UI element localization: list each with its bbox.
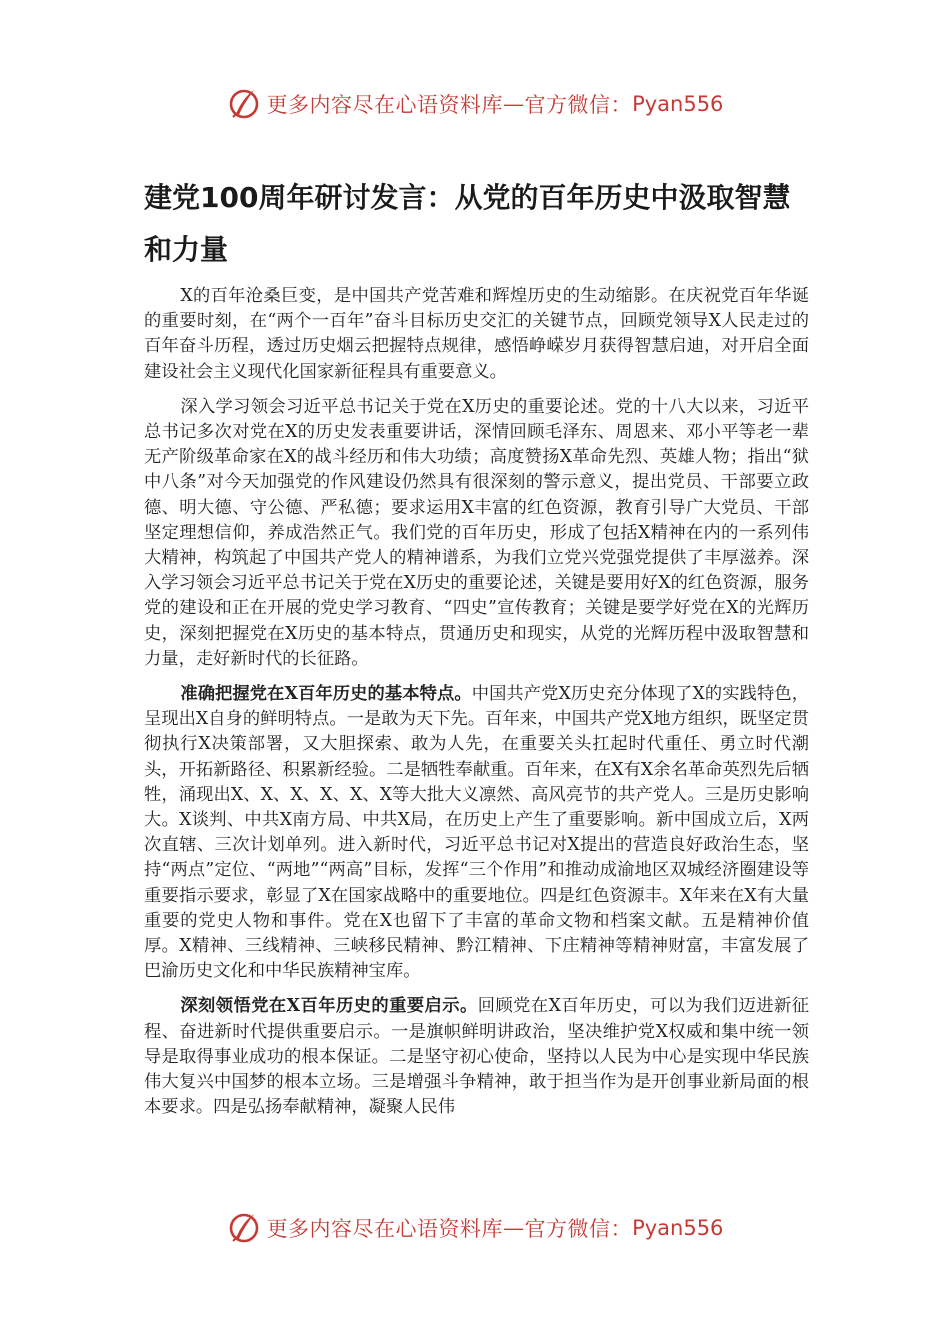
footer-banner (0, 1208, 950, 1248)
document-title: 建党100周年研讨发言：从党的百年历史中汲取智慧和力量 (144, 181, 791, 266)
paragraph-text: 深入学习领会习近平总书记关于党在X历史的重要论述。党的十八大以来，习近平总书记多次对党在X的历史发表重要讲话，深情回顾毛泽东、周恩来、邓小平等老一辈无产阶级革命家在X的战斗经历和伟大功绩；高度赞扬X革命先烈、英雄人物；指出“狱中八条”对今天加强党的作风建设仍然具有很深刻的警示意义，提出党员、干部要立政德、明大德、守公德、严私德；要求运用X丰富的红色资源，教育引导广大党员、干部坚定理想信仰，养成浩然正气。我们党的百年历史，形成了包括X精神在内的一系列伟大精神，构筑起了中国共产党人的精神谱系，为我们立党兴党强党提供了丰厚滋养。深入学习领会习近平总书记关于党在X历史的重要论述，关键是要用好X的红色资源，服务党的建设和正在开展的党史学习教育、“四史”宣传教育；关键是要学好党在X的光辉历史，深刻把握党在X历史的基本特点，贯通历史和现实，从党的光辉历程中汲取智慧和力量，走好新时代的长征路。 (144, 396, 809, 669)
paragraph-lead: 准确把握党在X百年历史的基本特点。 (180, 684, 472, 705)
header-banner (0, 84, 950, 124)
paragraph (144, 994, 809, 1120)
paragraph (144, 682, 809, 984)
banner-separator: — (503, 92, 525, 116)
banner-wechat-label: 官方微信： (524, 93, 633, 117)
document-body (144, 284, 809, 1131)
banner-wechat-id: Pyan556 (632, 1216, 724, 1240)
banner-wechat-label: 官方微信： (524, 1217, 633, 1241)
paragraph (144, 284, 809, 385)
paragraph-text: 回顾党在X百年历史，可以为我们迈进新征程、奋进新时代提供重要启示。一是旗帜鲜明讲政治，坚决维护党X权威和集中统一领导是取得事业成功的根本保证。二是坚守初心使命，坚持以人民为中心是实现中华民族伟大复兴中国梦的根本立场。三是增强斗争精神，敢于担当作为是开创事业新局面的根本要求。四是弘扬奉献精神，凝聚人民伟 (144, 996, 809, 1118)
banner-separator: — (503, 1216, 525, 1240)
quill-pen-icon (227, 87, 261, 121)
paragraph-text: 中国共产党X历史充分体现了X的实践特色，呈现出X自身的鲜明特点。一是敢为天下先。百年来，中国共产党X地方组织，既坚定贯彻执行X决策部署，又大胆探索、敢为人先，在重要关头扛起时代重任、勇立时代潮头，开拓新路径、积累新经验。二是牺牲奉献重。百年来，在X有X余名革命英烈先后牺牲，涌现出X、X、X、X、X、X等大批大义凛然、高风亮节的共产党人。三是历史影响大。X谈判、中共X南方局、中共X局，在历史上产生了重要影响。新中国成立后，X两次直辖、三次计划单列。进入新时代，习近平总书记对X提出的营造良好政治生态，坚持“两点”定位、“两地”“两高”目标，发挥“三个作用”和推动成渝地区双城经济圈建设等重要指示要求，彰显了X在国家战略中的重要地位。四是红色资源丰。X年来在X有大量重要的党史人物和事件。党在X也留下了丰富的革命文物和档案文献。五是精神价值厚。X精神、三线精神、三峡移民精神、黔江精神、下庄精神等精神财富，丰富发展了巴渝历史文化和中华民族精神宝库。 (144, 684, 809, 982)
banner-wechat-id: Pyan556 (632, 92, 724, 116)
paragraph-lead: 深刻领悟党在X百年历史的重要启示。 (180, 996, 478, 1017)
paragraph-text: X的百年沧桑巨变，是中国共产党苦难和辉煌历史的生动缩影。在庆祝党百年华诞的重要时刻，在“两个一百年”奋斗目标历史交汇的关键节点，回顾党领导X人民走过的百年奋斗历程，透过历史烟云把握特点规律，感悟峥嵘岁月获得智慧启迪，对开启全面建设社会主义现代化国家新征程具有重要意义。 (144, 286, 809, 382)
banner-slogan: 更多内容尽在心语资料库 (266, 1217, 504, 1241)
paragraph (144, 395, 809, 672)
quill-pen-icon (227, 1211, 261, 1245)
banner-slogan: 更多内容尽在心语资料库 (266, 93, 504, 117)
